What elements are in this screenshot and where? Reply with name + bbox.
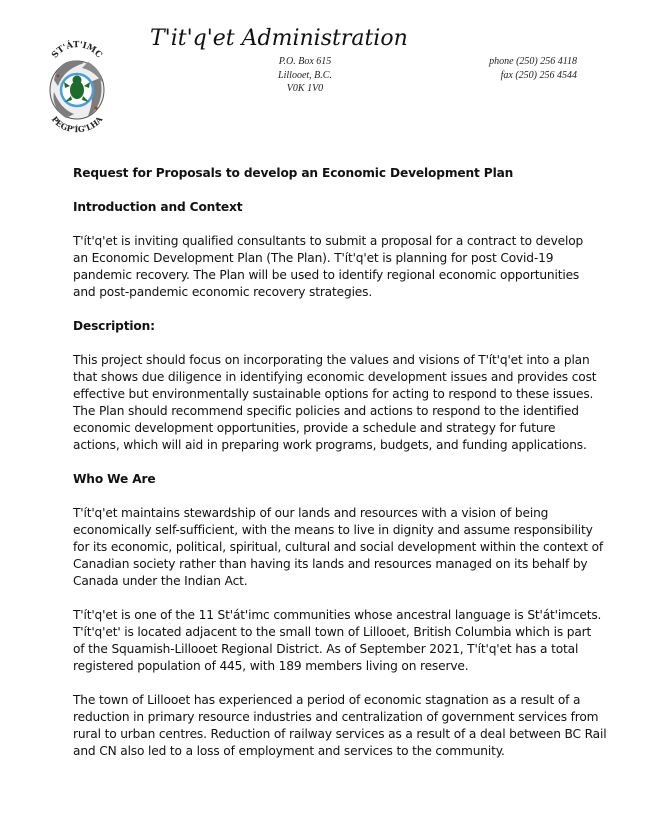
section-heading-description: Description:	[73, 319, 155, 333]
logo-top-text: ST'ÁT'IMC	[50, 40, 104, 61]
svg-text:ST'ÁT'IMC	[50, 38, 104, 60]
text-line: actions, which will aid in preparing work programs, budgets, and funding applications.	[73, 438, 587, 452]
document-body	[73, 165, 607, 760]
mailing-address	[255, 55, 355, 96]
paragraph	[73, 352, 597, 454]
text-line: and CN also led to a loss of employment and services to the community.	[73, 744, 505, 758]
text-line: This project should focus on incorporating the values and visions of T'ít'q'et into a plan	[73, 353, 590, 367]
logo-bottom-text: PEGP'ÍG'LHA	[49, 114, 105, 135]
paragraph	[73, 505, 604, 590]
text-line: rural to urban centres. Reduction of railway services as a result of a deal between BC Rail	[73, 727, 607, 741]
text-line: T'ít'q'et is one of the 11 St'át'imc communities whose ancestral language is St'át'imcets.	[73, 608, 602, 622]
text-line: for its economic, political, spiritual, cultural and social development within the context of	[73, 540, 604, 554]
text-line: an Economic Development Plan (The Plan). T'ít'q'et is planning for post Covid-19	[73, 251, 554, 265]
text-line: T'ít'q'et maintains stewardship of our lands and resources with a vision of being	[73, 506, 549, 520]
phone-number: phone (250) 256 4118	[489, 56, 577, 67]
paragraph	[73, 692, 607, 760]
address-line: V0K 1V0	[286, 83, 324, 94]
section-heading-who-we-are: Who We Are	[73, 472, 156, 486]
text-line: economic development opportunities, provide a schedule and strategy for future	[73, 421, 556, 435]
section-heading-introduction: Introduction and Context	[73, 200, 243, 214]
document-title: Request for Proposals to develop an Economic Development Plan	[73, 166, 514, 180]
organization-title: T'it'q'et Administration	[150, 26, 408, 51]
address-line: Lillooet, B.C.	[278, 69, 332, 81]
text-line: Canadian society rather than having its lands and resources managed on its behalf by	[73, 557, 588, 571]
text-line: Canada under the Indian Act.	[73, 574, 248, 588]
paragraph	[73, 233, 593, 301]
statimc-logo	[44, 30, 110, 140]
text-line: T'ít'q'et' is located adjacent to the small town of Lillooet, British Columbia which is part	[73, 625, 592, 639]
text-line: The Plan should recommend specific policies and actions to respond to the identified	[73, 404, 579, 418]
fax-number: fax (250) 256 4544	[500, 69, 577, 81]
text-line: registered population of 445, with 189 members living on reserve.	[73, 659, 469, 673]
address-line: P.O. Box 615	[278, 56, 332, 67]
text-line: T'ít'q'et is inviting qualified consultants to submit a proposal for a contract to develop	[73, 234, 584, 248]
text-line: and post-pandemic economic recovery strategies.	[73, 285, 373, 299]
text-line: of the Squamish-Lillooet Regional District. As of September 2021, T'ít'q'et has a total	[73, 642, 579, 656]
text-line: reduction in primary resource industries and centralization of government services from	[73, 710, 599, 724]
paragraph	[73, 607, 602, 675]
text-line: that shows due diligence in identifying economic development issues and provides cost	[73, 370, 597, 384]
text-line: economically self-sufficient, with the means to live in dignity and assume responsibility	[73, 523, 593, 537]
text-line: The town of Lillooet has experienced a period of economic stagnation as a result of a	[73, 693, 581, 707]
text-line: pandemic recovery. The Plan will be used to identify regional economic opportunities	[73, 268, 580, 282]
text-line: effective but environmentally sustainable options for acting to respond to these issues.	[73, 387, 594, 401]
statimc-frog-emblem-icon	[44, 30, 110, 140]
contact-info	[489, 55, 577, 82]
